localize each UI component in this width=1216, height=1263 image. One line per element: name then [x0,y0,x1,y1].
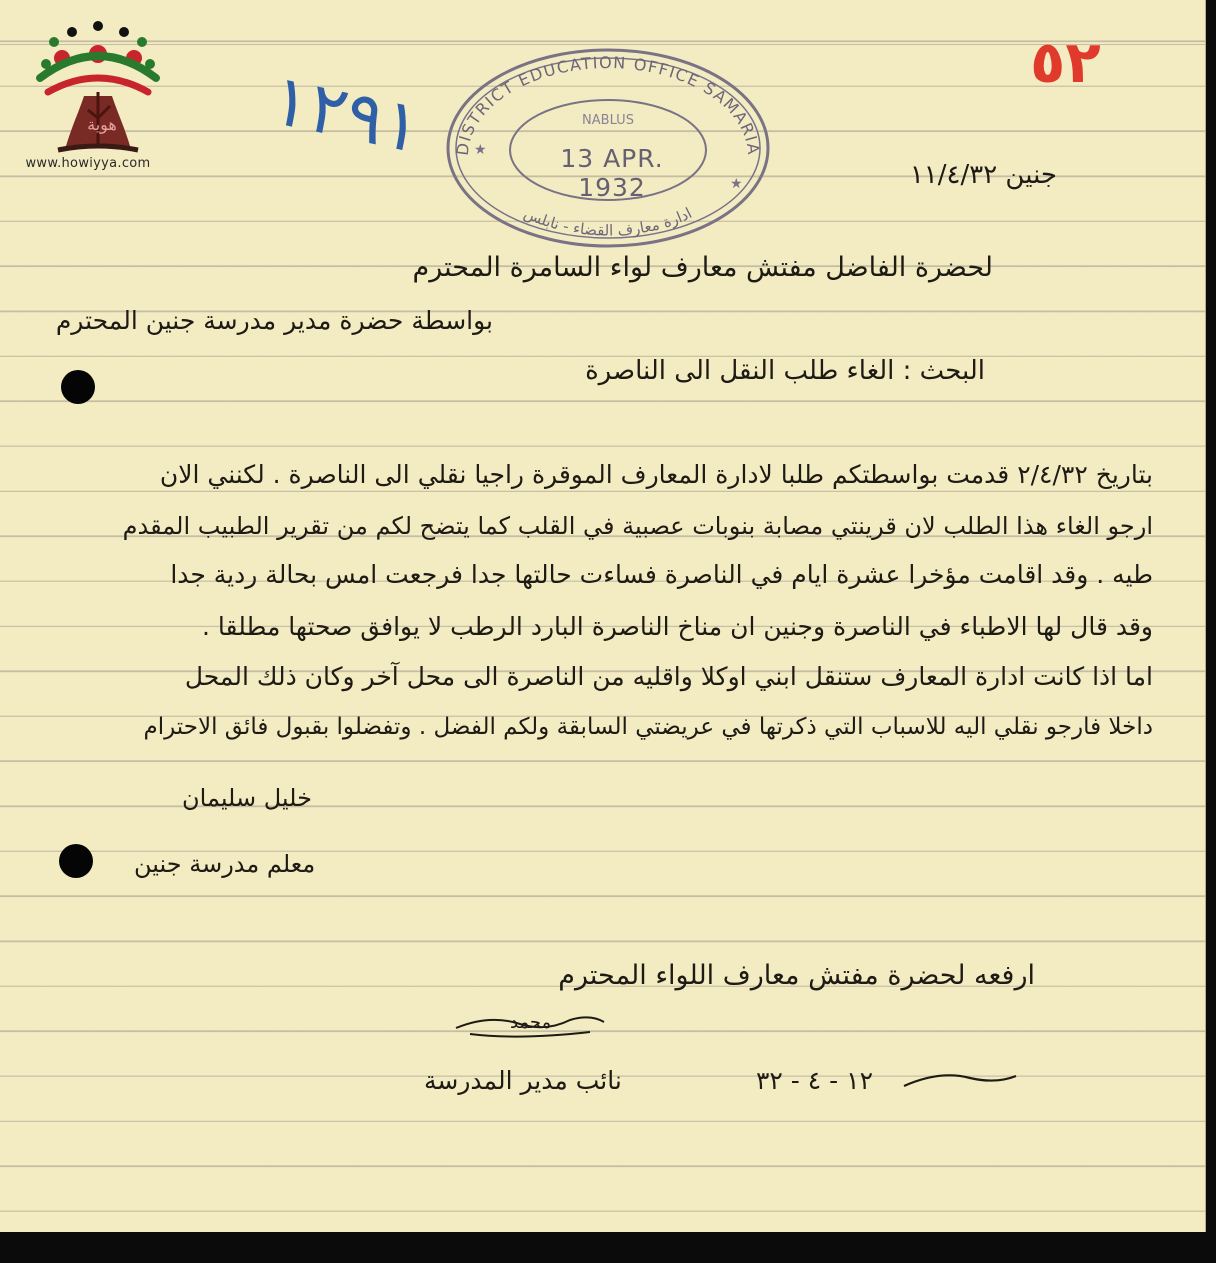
page-number: ٥٢ [1030,28,1101,96]
punch-hole [61,370,95,404]
body-line-6: داخلا فارجو نقلي اليه للاسباب التي ذكرتها في عريضتي السابقة ولكم الفضل . وتفضلوا بقبول فائق الاحترام [143,714,1153,740]
stamp-date: 13 APR. 1932 [560,144,664,202]
letter-subject: البحث : الغاء طلب النقل الى الناصرة [585,356,985,386]
date-flourish [900,1062,1020,1092]
body-line-1: بتاريخ ٢/٤/٣٢ قدمت بواسطتكم طلبا لادارة المعارف الموقرة راجيا نقلي الى الناصرة . لكنني الان [159,460,1153,489]
signature-scribble [450,1010,610,1044]
svg-text:★: ★ [730,176,743,192]
logo-text: هوية [87,115,117,134]
endorsement-line: ارفعه لحضرة مفتش معارف اللواء المحترم [558,960,1035,991]
letter-date: جنين ١١/٤/٣٢ [909,160,1057,190]
punch-hole [59,844,93,878]
watermark-url: www.howiyya.com [25,156,151,171]
education-office-stamp [438,38,778,248]
svg-text:ادارة معارف القضاء - نابلس [521,204,694,240]
svg-text:DISTRICT EDUCATION OFFICE SAMA [453,53,764,157]
stamp-bottom-text: ادارة معارف القضاء - نابلس [521,203,695,240]
svg-text:★: ★ [474,142,487,158]
stamp-top-text: DISTRICT EDUCATION OFFICE SAMARIA [452,52,764,157]
body-line-4: وقد قال لها الاطباء في الناصرة وجنين ان مناخ الناصرة البارد الرطب لا يوافق صحتها مطلقا . [202,612,1153,641]
stamp-city: NABLUS [582,113,634,128]
letter-via: بواسطة حضرة مدير مدرسة جنين المحترم [55,306,493,335]
body-line-5: اما اذا كانت ادارة المعارف ستنقل ابني اوكلا واقليه من الناصرة الى محل آخر وكان ذلك المحل [184,662,1153,691]
body-line-2: ارجو الغاء هذا الطلب لان قرينتي مصابة بنوبات عصبية في القلب كما يتضح لكم من تقرير الطبيب المقدم [122,512,1153,540]
signature-name: خليل سليمان [182,784,312,812]
endorsement-date: ١٢ - ٤ - ٣٢ [756,1066,873,1095]
endorsement-title: نائب مدير المدرسة [424,1066,622,1095]
body-line-3: طيه . وقد اقامت مؤخرا عشرة ايام في الناصرة فساءت حالتها جدا فرجعت امس بحالة ردية جدا [170,560,1153,589]
signature-title: معلم مدرسة جنين [134,850,316,878]
endorsement-signature: محمد [510,1012,552,1033]
letter-addressee: لحضرة الفاضل مفتش معارف لواء السامرة المحترم [412,252,993,283]
reference-number: ١٢٩١ [264,58,430,170]
